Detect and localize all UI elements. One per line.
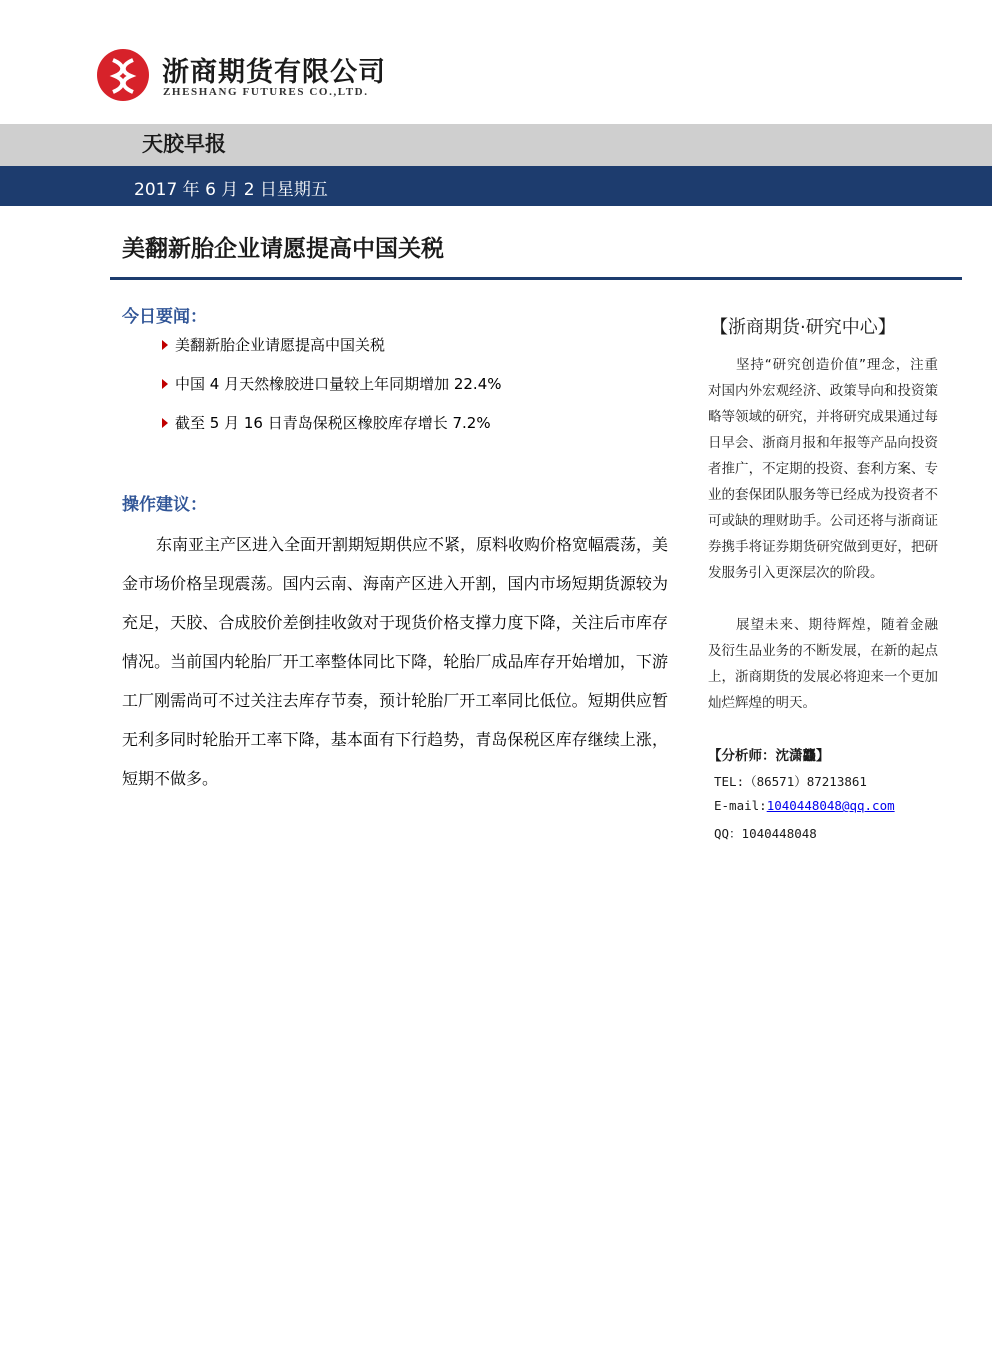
sidebar-paragraph-1: 坚持“研究创造价值”理念，注重对国内外宏观经济、政策导向和投资策略等领域的研究，并将研究成果通过每日早会、浙商月报和年报等产品向投资者推广，不定期的投资、套利方案、专业的套保团队服务等已经成为投资者不可或缺的理财助手。公司还将与浙商证券携手将证券期货研究做到更好，把研发服务引入更深层次的阶段。 — [708, 357, 938, 581]
bullet-arrow-icon — [162, 340, 168, 350]
report-date: 2017 年 6 月 2 日星期五 — [134, 180, 328, 200]
company-name-en: ZHESHANG FUTURES CO.,LTD. — [163, 86, 369, 98]
news-heading: 今日要闻： — [122, 307, 207, 327]
contact-tel: TEL:（86571）87213861 — [714, 774, 867, 789]
news-item — [162, 373, 502, 394]
email-label: E-mail: — [714, 798, 767, 813]
contact-qq: QQ：1040448048 — [714, 826, 817, 841]
news-item — [162, 412, 491, 433]
report-title: 天胶早报 — [142, 132, 226, 156]
news-item-text: 美翻新胎企业请愿提高中国关税 — [175, 336, 386, 354]
analyst-heading: 【分析师：沈潇龘】 — [708, 748, 830, 764]
zheshang-logo-icon — [96, 48, 150, 102]
news-item — [162, 334, 385, 355]
sidebar-paragraph-2: 展望未来、期待辉煌，随着金融及衍生品业务的不断发展，在新的起点上，浙商期货的发展必将迎来一个更加灿烂辉煌的明天。 — [708, 617, 938, 711]
sidebar-title: 【浙商期货·研究中心】 — [710, 317, 896, 338]
advice-paragraph: 东南亚主产区进入全面开割期短期供应不紧，原料收购价格宽幅震荡，美金市场价格呈现震荡。国内云南、海南产区进入开割，国内市场短期货源较为充足，天胶、合成胶价差倒挂收敛对于现货价格支撑力度下降，关注后市库存情况。当前国内轮胎厂开工率整体同比下降，轮胎厂成品库存开始增加，下游工厂刚需尚可不过关注去库存节奏，预计轮胎厂开工率同比低位。短期供应暂无利多同时轮胎开工率下降，基本面有下行趋势，青岛保税区库存继续上涨，短期不做多。 — [122, 535, 669, 788]
bullet-arrow-icon — [162, 379, 168, 389]
contact-email — [714, 798, 895, 813]
email-link[interactable]: 1040448048@qq.com — [766, 798, 895, 813]
company-name-cn: 浙商期货有限公司 — [162, 57, 386, 88]
bullet-arrow-icon — [162, 418, 168, 428]
news-item-text: 中国 4 月天然橡胶进口量较上年同期增加 22.4% — [175, 375, 502, 393]
advice-heading: 操作建议： — [122, 495, 207, 515]
headline-divider — [110, 277, 962, 280]
news-item-text: 截至 5 月 16 日青岛保税区橡胶库存增长 7.2% — [175, 414, 491, 432]
headline: 美翻新胎企业请愿提高中国关税 — [122, 236, 444, 262]
